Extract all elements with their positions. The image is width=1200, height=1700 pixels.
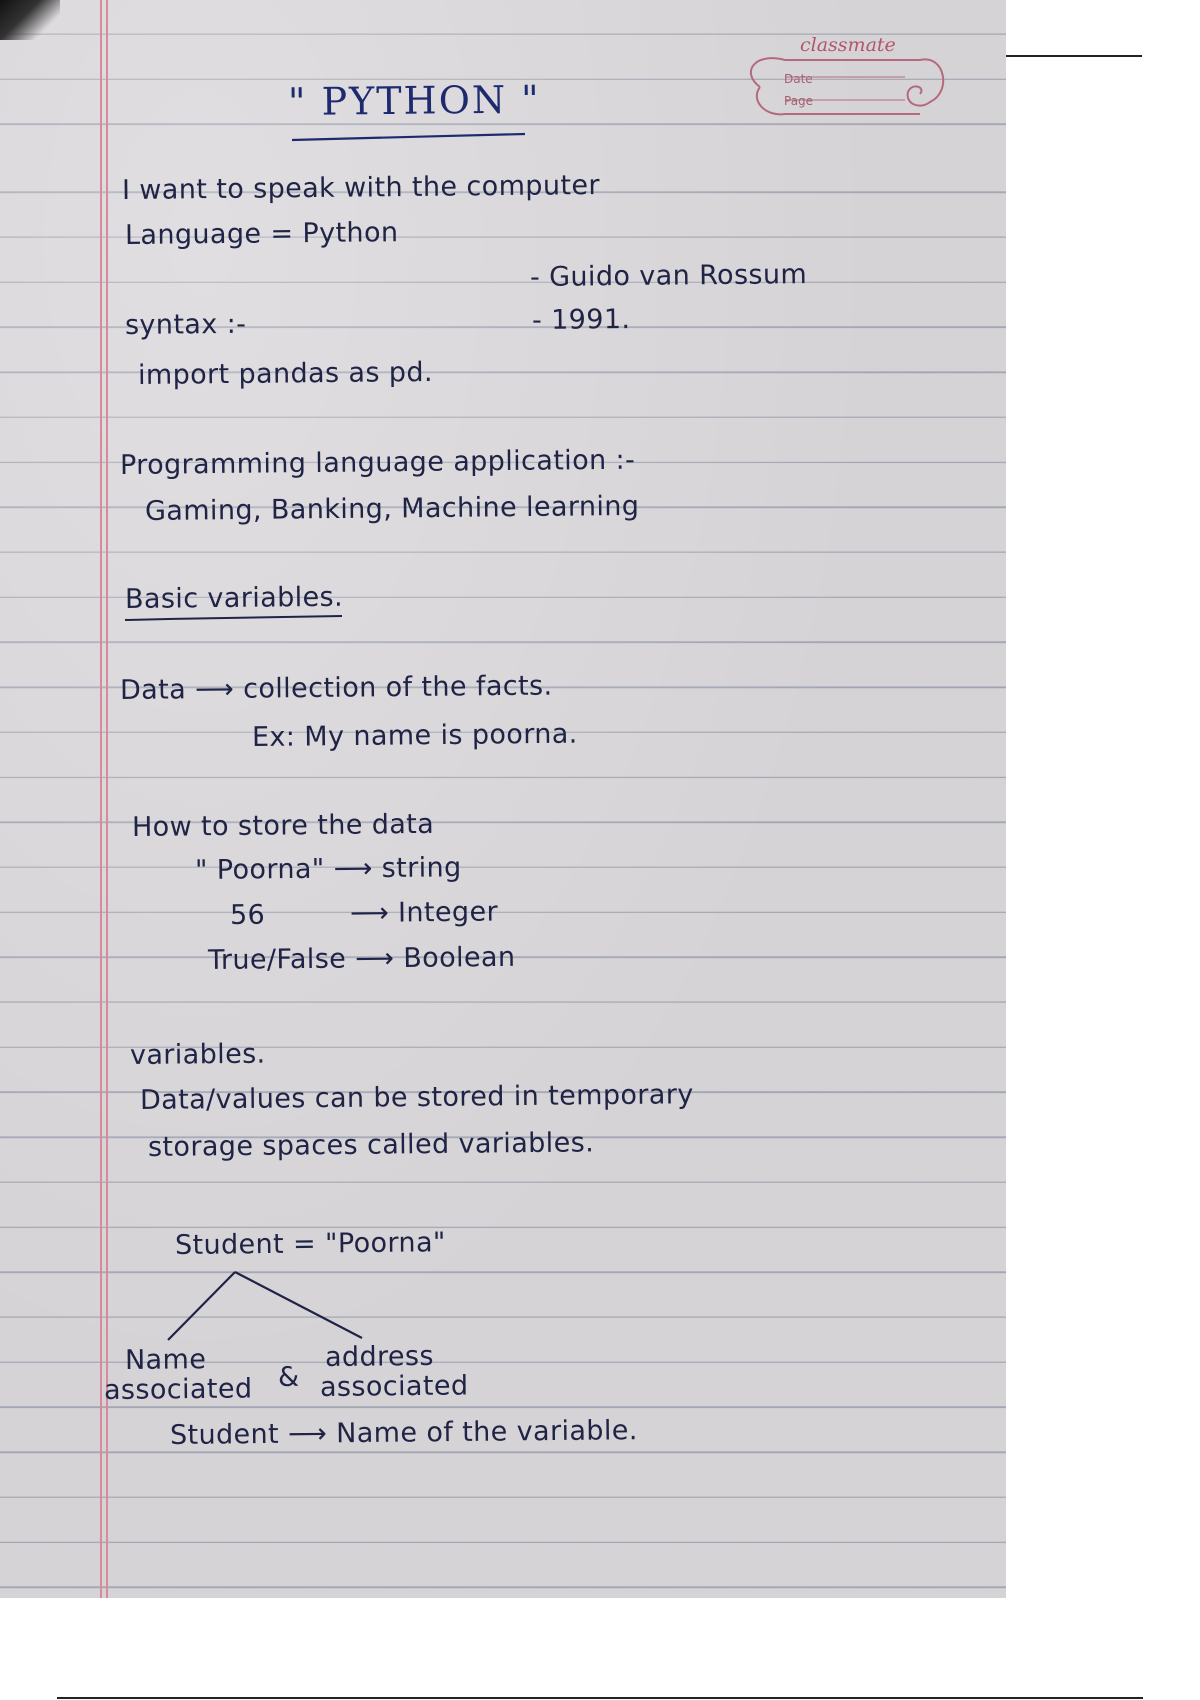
line-basic-variables: Basic variables. xyxy=(124,581,344,615)
bottom-rule xyxy=(57,1697,1143,1699)
line-variables-def-1: Data/values can be stored in temporary xyxy=(139,1079,694,1116)
tree-left-branch xyxy=(168,1272,235,1340)
line-data-example: Ex: My name is poorna. xyxy=(251,718,578,753)
line-variable-name: Student ⟶ Name of the variable. xyxy=(169,1415,638,1451)
label-address-associated: associated xyxy=(319,1370,469,1403)
line-intro: I want to speak with the computer xyxy=(121,169,601,206)
line-language: Language = Python xyxy=(124,217,399,251)
line-applications-heading: Programming language application :- xyxy=(119,444,636,481)
label-address: address xyxy=(324,1340,435,1373)
line-variables-heading: variables. xyxy=(129,1038,266,1071)
line-store-heading: How to store the data xyxy=(131,808,435,843)
line-type-int-value: 56 xyxy=(229,899,266,931)
line-syntax: syntax :- xyxy=(124,308,247,341)
page-title: " PYTHON " xyxy=(287,77,541,124)
page-label: Page xyxy=(784,94,814,108)
top-rule xyxy=(1006,55,1142,57)
brand-name: classmate xyxy=(800,34,896,56)
line-year: - 1991. xyxy=(531,303,631,336)
label-name: Name xyxy=(124,1344,207,1376)
line-data-def: Data ⟶ collection of the facts. xyxy=(119,670,553,706)
label-ampersand: & xyxy=(277,1361,300,1393)
basic-variables-underline xyxy=(125,616,342,620)
label-name-associated: associated xyxy=(103,1373,253,1406)
date-label: Date xyxy=(784,72,813,86)
line-assignment: Student = "Poorna" xyxy=(174,1227,446,1261)
line-import: import pandas as pd. xyxy=(137,356,434,391)
title-underline xyxy=(292,134,525,140)
line-type-string: " Poorna" ⟶ string xyxy=(194,852,462,886)
line-author: - Guido van Rossum xyxy=(529,259,808,293)
tree-right-branch xyxy=(235,1272,362,1338)
line-applications: Gaming, Banking, Machine learning xyxy=(144,490,640,527)
line-type-bool: True/False ⟶ Boolean xyxy=(207,941,516,976)
line-variables-def-2: storage spaces called variables. xyxy=(147,1127,595,1163)
line-type-int: ⟶ Integer xyxy=(349,896,499,929)
